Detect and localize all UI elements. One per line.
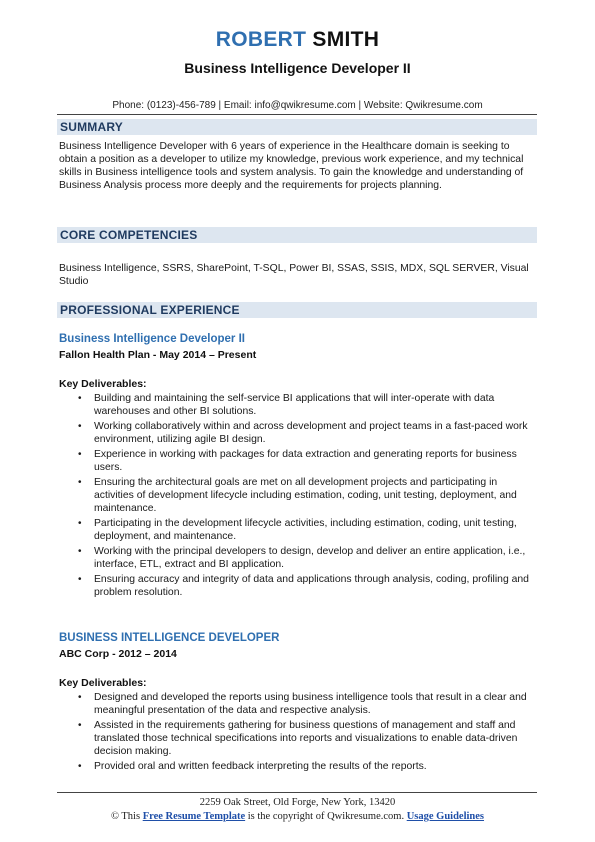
experience-heading: PROFESSIONAL EXPERIENCE [60, 303, 240, 317]
contact-line: Phone: (0123)-456-789 | Email: info@qwikresume.com | Website: Qwikresume.com [112, 100, 483, 111]
list-item: • Participating in the development lifecycle activities, including estimation, coding, unit testing, deployment, and maintenance. [76, 517, 537, 543]
copyright-prefix: © This [110, 811, 141, 822]
summary-text: Business Intelligence Developer with 6 years of experience in the Healthcare domain is seeking to obtain a position as a developer to utilize my knowledge, previous work experience, and my technical skills in Business intelligence tools and system analysis. To gain the knowledge and understanding of Business Analysis process more deeply and the requirements for projects planning. [59, 141, 524, 191]
competencies-text: Business Intelligence, SSRS, SharePoint, T-SQL, Power BI, SSAS, SSIS, MDX, SQL SERVER, Visual Studio [59, 263, 529, 287]
deliverables-list-1 [76, 392, 537, 601]
header-divider [57, 114, 537, 115]
candidate-job-title: Business Intelligence Developer II [184, 60, 411, 76]
list-item: • Working with the principal developers to design, develop and deliver an entire application, i.e., interface, ETL, extract and BI application. [76, 545, 537, 571]
job-title-1: Business Intelligence Developer II [59, 333, 245, 345]
list-item: • Ensuring the architectural goals are met on all development projects and participating in activities of development lifecycle including estimation, coding, unit testing, deployment, and maintenance. [76, 476, 537, 515]
footer-divider [57, 792, 537, 793]
list-item: • Designed and developed the reports using business intelligence tools that result in a clear and meaningful presentation of the data and respective analysis. [76, 691, 537, 717]
experience-section-header [57, 302, 537, 318]
deliverables-list-2 [76, 691, 537, 775]
list-item: • Working collaboratively within and across development and project teams in a fast-paced work environment, utilizing agile BI design. [76, 420, 537, 446]
competencies-section-header [57, 227, 537, 243]
first-name: ROBERT [215, 28, 307, 51]
job-company-1: Fallon Health Plan - May 2014 – Present [59, 349, 257, 361]
free-resume-template-link[interactable]: Free Resume Template [142, 811, 246, 822]
summary-heading: SUMMARY [60, 120, 123, 134]
competencies-heading: CORE COMPETENCIES [60, 228, 198, 242]
list-item: • Ensuring accuracy and integrity of data and applications through analysis, coding, profiling and problem resolution. [76, 573, 537, 599]
key-deliverables-label-1: Key Deliverables: [59, 378, 147, 390]
footer-copyright [0, 811, 595, 822]
copyright-middle: is the copyright of Qwikresume.com. [247, 811, 405, 822]
job-company-2: ABC Corp - 2012 – 2014 [59, 648, 177, 660]
key-deliverables-label-2: Key Deliverables: [59, 677, 147, 689]
list-item: • Experience in working with packages for data extraction and generating reports for business users. [76, 448, 537, 474]
usage-guidelines-link[interactable]: Usage Guidelines [406, 811, 485, 822]
last-name: SMITH [312, 28, 380, 51]
list-item: • Assisted in the requirements gathering for business questions of management and staff and translated those technical specifications into reports and visualizations to enable data-driven decision making. [76, 719, 537, 758]
footer-address: 2259 Oak Street, Old Forge, New York, 13420 [199, 797, 396, 808]
candidate-name [0, 28, 595, 52]
list-item: • Provided oral and written feedback interpreting the results of the reports. [76, 760, 537, 773]
summary-section-header [57, 119, 537, 135]
list-item: • Building and maintaining the self-service BI applications that will inter-operate with data warehouses and other BI solutions. [76, 392, 537, 418]
job-title-2: BUSINESS INTELLIGENCE DEVELOPER [59, 632, 280, 644]
